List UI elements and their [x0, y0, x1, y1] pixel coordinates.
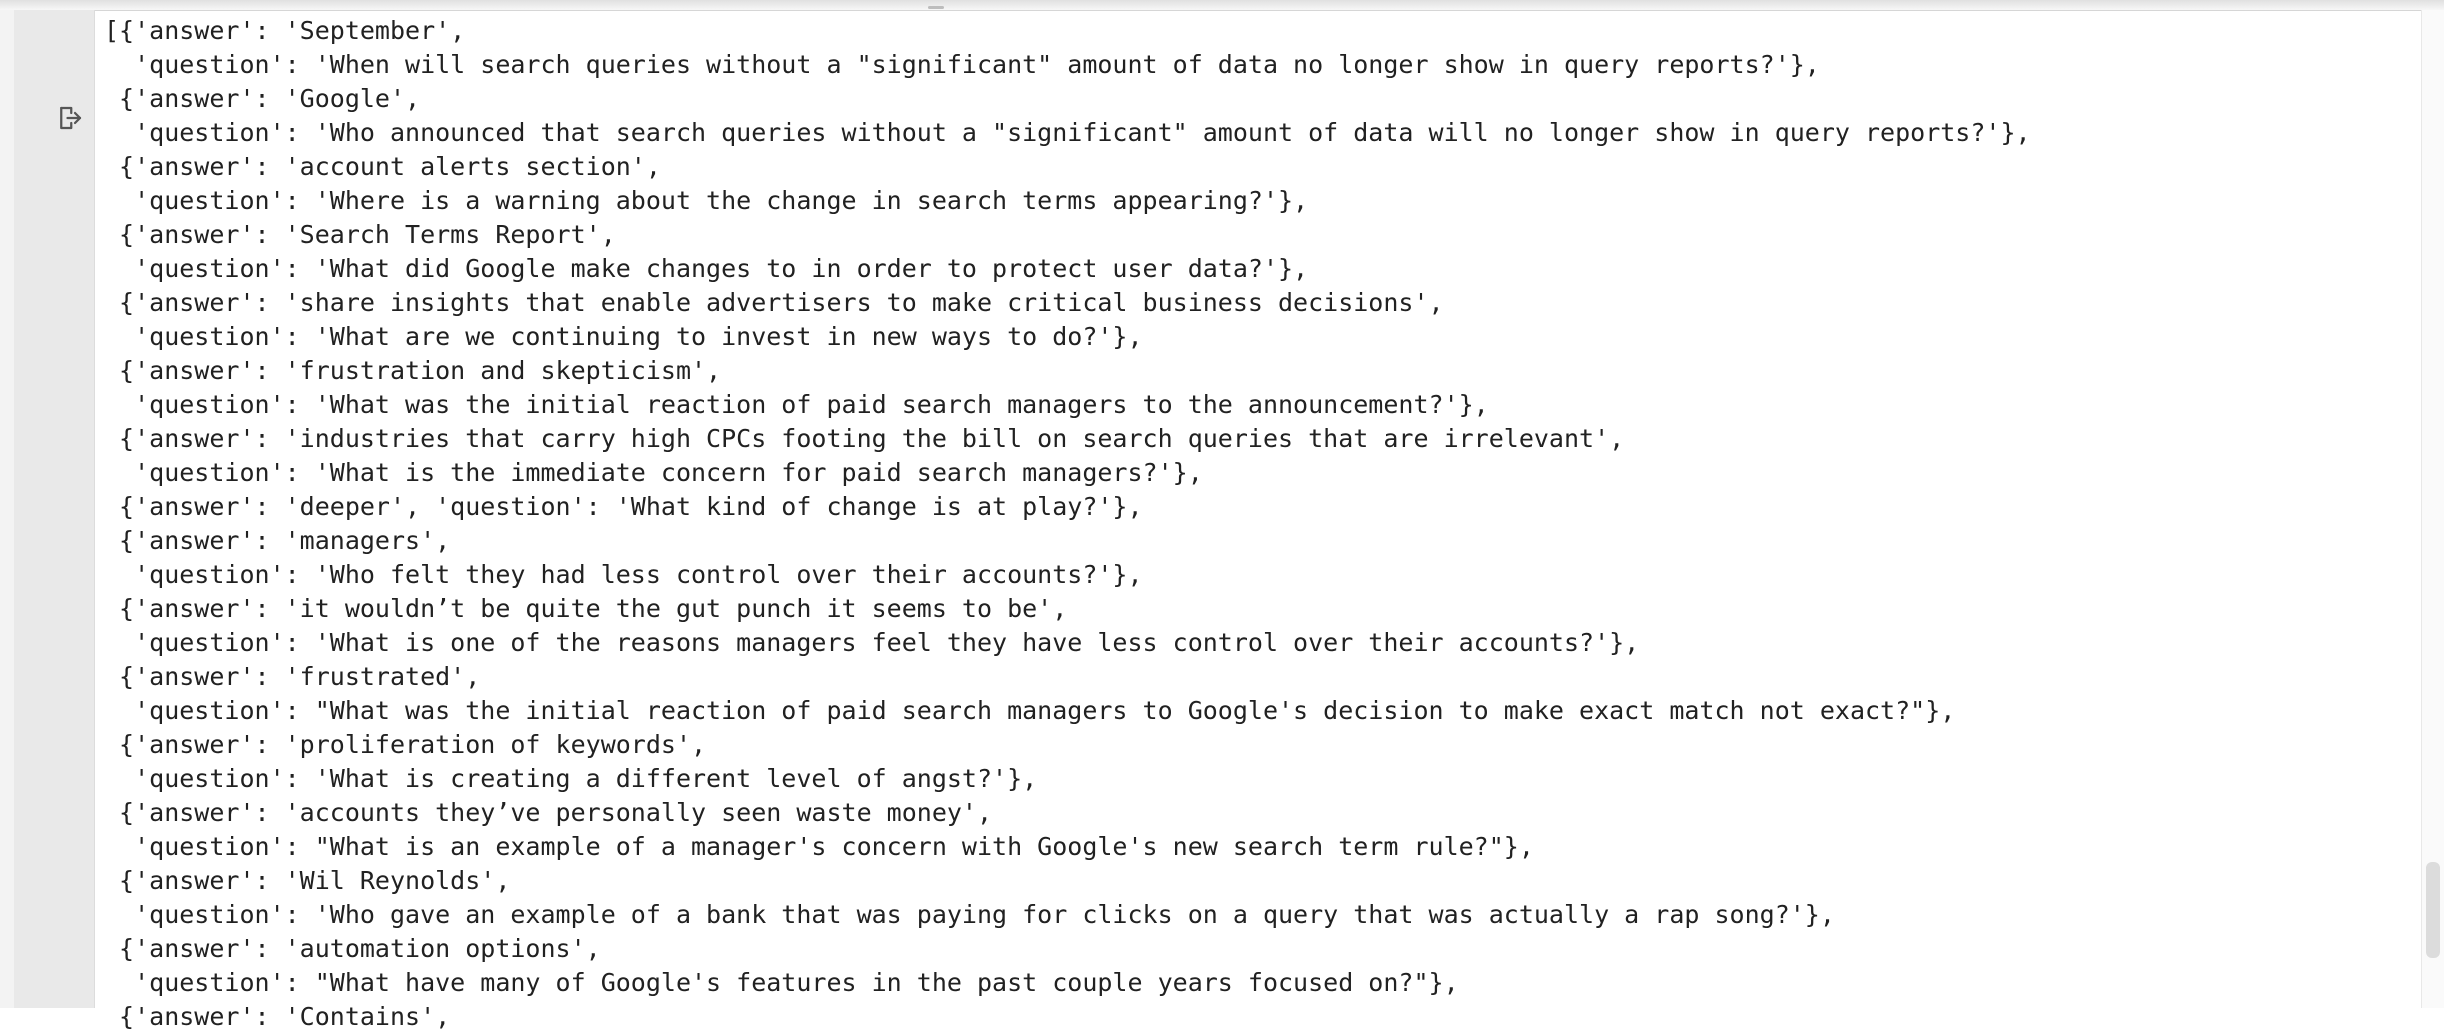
output-text — [96, 10, 2420, 1034]
output-line: {'answer': 'accounts they’ve personally seen waste money', — [104, 798, 993, 827]
output-line: {'answer': 'Wil Reynolds', — [104, 866, 511, 895]
output-line: {'answer': 'deeper', 'question': 'What kind of change is at play?'}, — [104, 492, 1143, 521]
output-line: 'question': 'What was the initial reaction of paid search managers to the announcement?'}, — [104, 390, 1489, 419]
output-line: {'answer': 'automation options', — [104, 934, 601, 963]
output-line: {'answer': 'share insights that enable advertisers to make critical business decisions', — [104, 288, 1444, 317]
output-line: [{'answer': 'September', — [104, 16, 466, 45]
output-line: 'question': 'When will search queries without a "significant" amount of data no longer show in query reports?'}, — [104, 50, 1820, 79]
cell-left-gutter — [0, 10, 15, 1008]
output-line: 'question': 'Where is a warning about the change in search terms appearing?'}, — [104, 186, 1309, 215]
output-line: 'question': 'What is creating a different level of angst?'}, — [104, 764, 1038, 793]
output-line: 'question': "What was the initial reaction of paid search managers to Google's decision to make exact match not exact?"}, — [104, 696, 1956, 725]
output-line: {'answer': 'Google', — [104, 84, 421, 113]
output-line: 'question': 'Who felt they had less control over their accounts?'}, — [104, 560, 1143, 589]
output-line: {'answer': 'Search Terms Report', — [104, 220, 616, 249]
scrollbar-thumb[interactable] — [2426, 862, 2440, 958]
output-line: 'question': "What have many of Google's features in the past couple years focused on?"}, — [104, 968, 1459, 997]
vertical-scrollbar[interactable] — [2421, 10, 2444, 1008]
output-line: {'answer': 'managers', — [104, 526, 451, 555]
output-line: {'answer': 'industries that carry high CPCs footing the bill on search queries that are irrelevant', — [104, 424, 1625, 453]
output-line: {'answer': 'account alerts section', — [104, 152, 661, 181]
output-line: 'question': 'Who announced that search queries without a "significant" amount of data will no longer show in query reports?'}, — [104, 118, 2031, 147]
output-line: 'question': 'What did Google make changes to in order to protect user data?'}, — [104, 254, 1309, 283]
output-line: 'question': "What is an example of a manager's concern with Google's new search term rule?"}, — [104, 832, 1534, 861]
output-line: 'question': 'What is one of the reasons managers feel they have less control over their accounts?'}, — [104, 628, 1640, 657]
cell-output-area — [96, 10, 2420, 1031]
output-line: {'answer': 'it wouldn’t be quite the gut punch it seems to be', — [104, 594, 1068, 623]
output-line: {'answer': 'frustrated', — [104, 662, 481, 691]
output-line: 'question': 'What are we continuing to invest in new ways to do?'}, — [104, 322, 1143, 351]
output-gutter — [14, 10, 95, 1008]
output-redirect-icon[interactable] — [52, 100, 88, 136]
output-line: {'answer': 'frustration and skepticism', — [104, 356, 722, 385]
output-line: 'question': 'Who gave an example of a bank that was paying for clicks on a query that was actually a rap song?'}, — [104, 900, 1835, 929]
resize-handle[interactable] — [928, 6, 944, 9]
output-line: {'answer': 'Contains', — [104, 1002, 451, 1031]
output-line: {'answer': 'proliferation of keywords', — [104, 730, 707, 759]
output-line: 'question': 'What is the immediate concern for paid search managers?'}, — [104, 458, 1203, 487]
